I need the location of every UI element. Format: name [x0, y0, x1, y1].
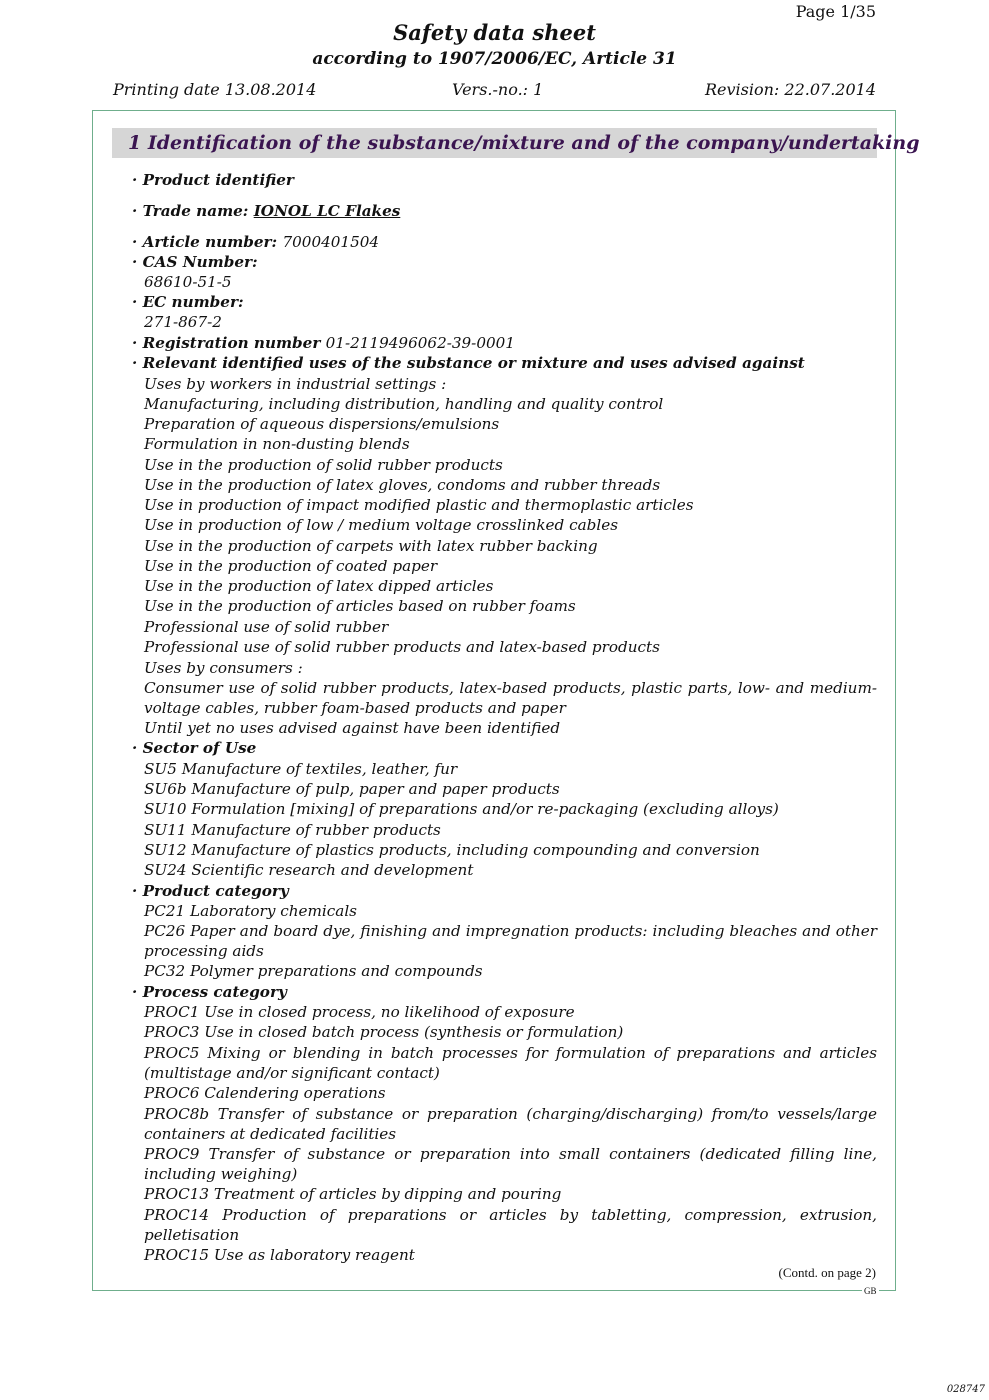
cas-number-label: · CAS Number:	[132, 253, 258, 271]
process-category-item: pelletisation	[144, 1226, 240, 1244]
process-category-item: PROC6 Calendering operations	[144, 1084, 386, 1102]
use-item: Use in the production of latex gloves, condoms and rubber threads	[144, 476, 661, 494]
sector-item: SU24 Scientific research and development	[144, 861, 474, 879]
document-title: Safety data sheet	[393, 20, 596, 45]
use-item: Use in the production of carpets with latex rubber backing	[144, 537, 598, 555]
page-number: Page 1/35	[795, 2, 876, 21]
document-subtitle: according to 1907/2006/EC, Article 31	[312, 49, 677, 69]
process-category-item: PROC15 Use as laboratory reagent	[144, 1246, 415, 1264]
ec-number-label: · EC number:	[132, 293, 244, 311]
continued-note: (Contd. on page 2)	[778, 1265, 876, 1280]
article-number-label: · Article number:	[132, 233, 283, 251]
document-number: 028747	[946, 1384, 985, 1395]
revision-date: Revision: 22.07.2014	[704, 80, 876, 99]
article-number-value: 7000401504	[282, 233, 380, 251]
use-item: Until yet no uses advised against have been identified	[144, 719, 561, 737]
cas-number-value: 68610-51-5	[144, 273, 232, 291]
process-category-item: including weighing)	[144, 1165, 298, 1183]
trade-name-value: IONOL LC Flakes	[253, 202, 401, 220]
use-item: Use in the production of solid rubber products	[144, 456, 503, 474]
relevant-uses-label: · Relevant identified uses of the substance or mixture and uses advised against	[132, 354, 805, 372]
registration-number-row	[132, 333, 877, 353]
product-category-item: PC21 Laboratory chemicals	[144, 902, 357, 920]
process-category-item: PROC9 Transfer of substance or preparation into small containers (dedicated filling line,	[144, 1145, 877, 1163]
printing-date: Printing date 13.08.2014	[113, 80, 317, 99]
use-item: Professional use of solid rubber products and latex-based products	[144, 638, 660, 656]
product-category-item: PC32 Polymer preparations and compounds	[144, 962, 483, 980]
trade-name-row	[132, 201, 877, 221]
trade-name-label: · Trade name:	[132, 202, 254, 220]
use-item: Consumer use of solid rubber products, latex-based products, plastic parts, low- and medium-	[144, 679, 877, 697]
process-category-item: PROC3 Use in closed batch process (synthesis or formulation)	[144, 1023, 624, 1041]
registration-number-label: · Registration number	[132, 334, 326, 352]
use-item: Use in production of low / medium voltage crosslinked cables	[144, 516, 619, 534]
sector-item: SU10 Formulation [mixing] of preparations and/or re-packaging (excluding alloys)	[144, 800, 779, 818]
use-item: Uses by consumers :	[144, 659, 303, 677]
section-heading: 1 Identification of the substance/mixture and of the company/undertaking	[112, 128, 877, 158]
process-category-item: PROC8b Transfer of substance or preparation (charging/discharging) from/to vessels/large	[144, 1105, 877, 1123]
version-number: Vers.-no.: 1	[452, 80, 544, 99]
sector-of-use-label: · Sector of Use	[132, 739, 257, 757]
process-category-item: PROC14 Production of preparations or articles by tabletting, compression, extrusion,	[144, 1206, 877, 1224]
use-item: Uses by workers in industrial settings :	[144, 375, 447, 393]
product-category-item: processing aids	[144, 942, 264, 960]
use-item: Use in production of impact modified plastic and thermoplastic articles	[144, 496, 694, 514]
process-category-label: · Process category	[132, 983, 287, 1001]
sector-item: SU11 Manufacture of rubber products	[144, 821, 441, 839]
sector-item: SU12 Manufacture of plastics products, including compounding and conversion	[144, 841, 760, 859]
sector-item: SU5 Manufacture of textiles, leather, fur	[144, 760, 458, 778]
use-item: Use in the production of latex dipped articles	[144, 577, 494, 595]
ec-number-value: 271-867-2	[144, 313, 222, 331]
product-identifier-label: · Product identifier	[132, 171, 294, 189]
sector-item: SU6b Manufacture of pulp, paper and paper products	[144, 780, 560, 798]
use-item: Use in the production of coated paper	[144, 557, 438, 575]
registration-number-value: 01-2119496062-39-0001	[325, 334, 515, 352]
use-item: Manufacturing, including distribution, handling and quality control	[144, 395, 664, 413]
use-item: Preparation of aqueous dispersions/emulsions	[144, 415, 500, 433]
process-category-item: containers at dedicated facilities	[144, 1125, 397, 1143]
country-code: GB	[864, 1286, 877, 1296]
use-item: Professional use of solid rubber	[144, 618, 389, 636]
use-item: Use in the production of articles based on rubber foams	[144, 597, 576, 615]
process-category-item: PROC1 Use in closed process, no likelihood of exposure	[144, 1003, 575, 1021]
product-category-item: PC26 Paper and board dye, finishing and impregnation products: including bleaches and other	[144, 922, 877, 940]
use-item: Formulation in non-dusting blends	[144, 435, 410, 453]
article-number-row	[132, 232, 877, 252]
process-category-item: PROC5 Mixing or blending in batch processes for formulation of preparations and articles	[144, 1044, 877, 1062]
process-category-item: (multistage and/or significant contact)	[144, 1064, 440, 1082]
use-item: voltage cables, rubber foam-based products and paper	[144, 699, 566, 717]
product-category-label: · Product category	[132, 882, 289, 900]
process-category-item: PROC13 Treatment of articles by dipping and pouring	[144, 1185, 562, 1203]
